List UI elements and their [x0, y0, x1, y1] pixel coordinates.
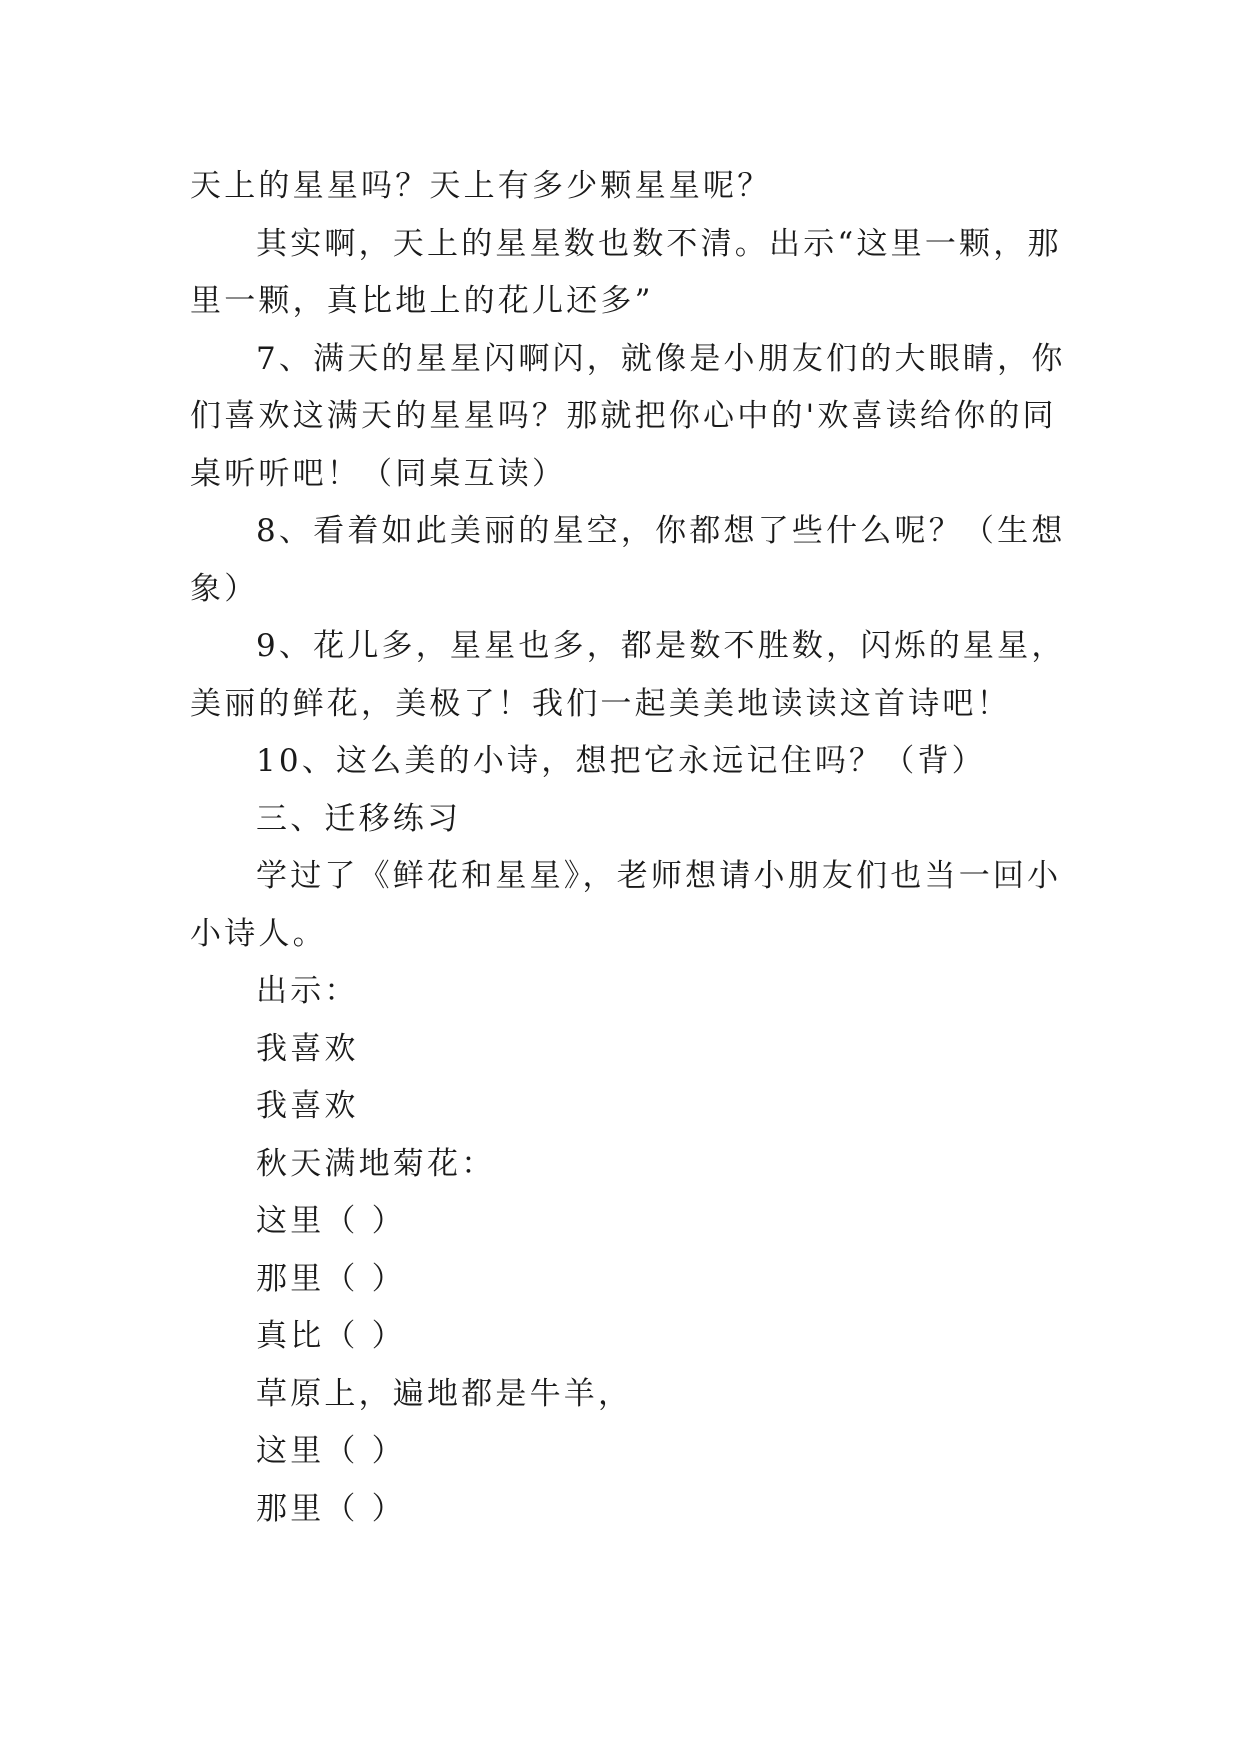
- poem-line: 真比（ ）: [256, 1318, 406, 1354]
- text-line: 9、花儿多，星星也多，都是数不胜数，闪烁的星星，: [256, 628, 1066, 664]
- poem-line: 我喜欢: [256, 1088, 359, 1124]
- poem-line: 秋天满地菊花：: [256, 1145, 496, 1182]
- poem-line: 那里（ ）: [256, 1490, 406, 1527]
- text-line: 学过了《鲜花和星星》，老师想请小朋友们也当一回小: [256, 858, 1062, 894]
- text-line: 出示：: [256, 973, 359, 1009]
- poem-line: 那里（ ）: [256, 1260, 406, 1297]
- text-line: 10、这么美的小诗，想把它永远记住吗？（背）: [256, 743, 986, 779]
- text-line: 象）: [190, 570, 259, 607]
- text-line: 天上的星星吗？天上有多少颗星星呢？: [190, 168, 772, 204]
- text-line: 美丽的鲜花，美极了！我们一起美美地读读这首诗吧！: [190, 685, 1011, 722]
- document-page: [190, 158, 1066, 1538]
- text-line: 其实啊，天上的星星数也数不清。出示“这里一颗，那: [256, 225, 1062, 262]
- text-line: 8、看着如此美丽的星空，你都想了些什么呢？（生想: [256, 513, 1066, 549]
- section-heading: 三、迁移练习: [256, 800, 462, 837]
- text-line: 们喜欢这满天的星星吗？那就把你心中的'欢喜读给你的同: [190, 398, 1057, 434]
- poem-line: 这里（ ）: [256, 1203, 406, 1239]
- poem-line: 草原上，遍地都是牛羊，: [256, 1375, 633, 1412]
- text-line: 里一颗，真比地上的花儿还多”: [190, 283, 654, 319]
- poem-line: 我喜欢: [256, 1030, 359, 1067]
- text-line: 桌听听吧！（同桌互读）: [190, 455, 567, 492]
- text-line: 7、满天的星星闪啊闪，就像是小朋友们的大眼睛，你: [256, 340, 1066, 377]
- poem-line: 这里（ ）: [256, 1433, 406, 1469]
- text-line: 小诗人。: [190, 915, 327, 952]
